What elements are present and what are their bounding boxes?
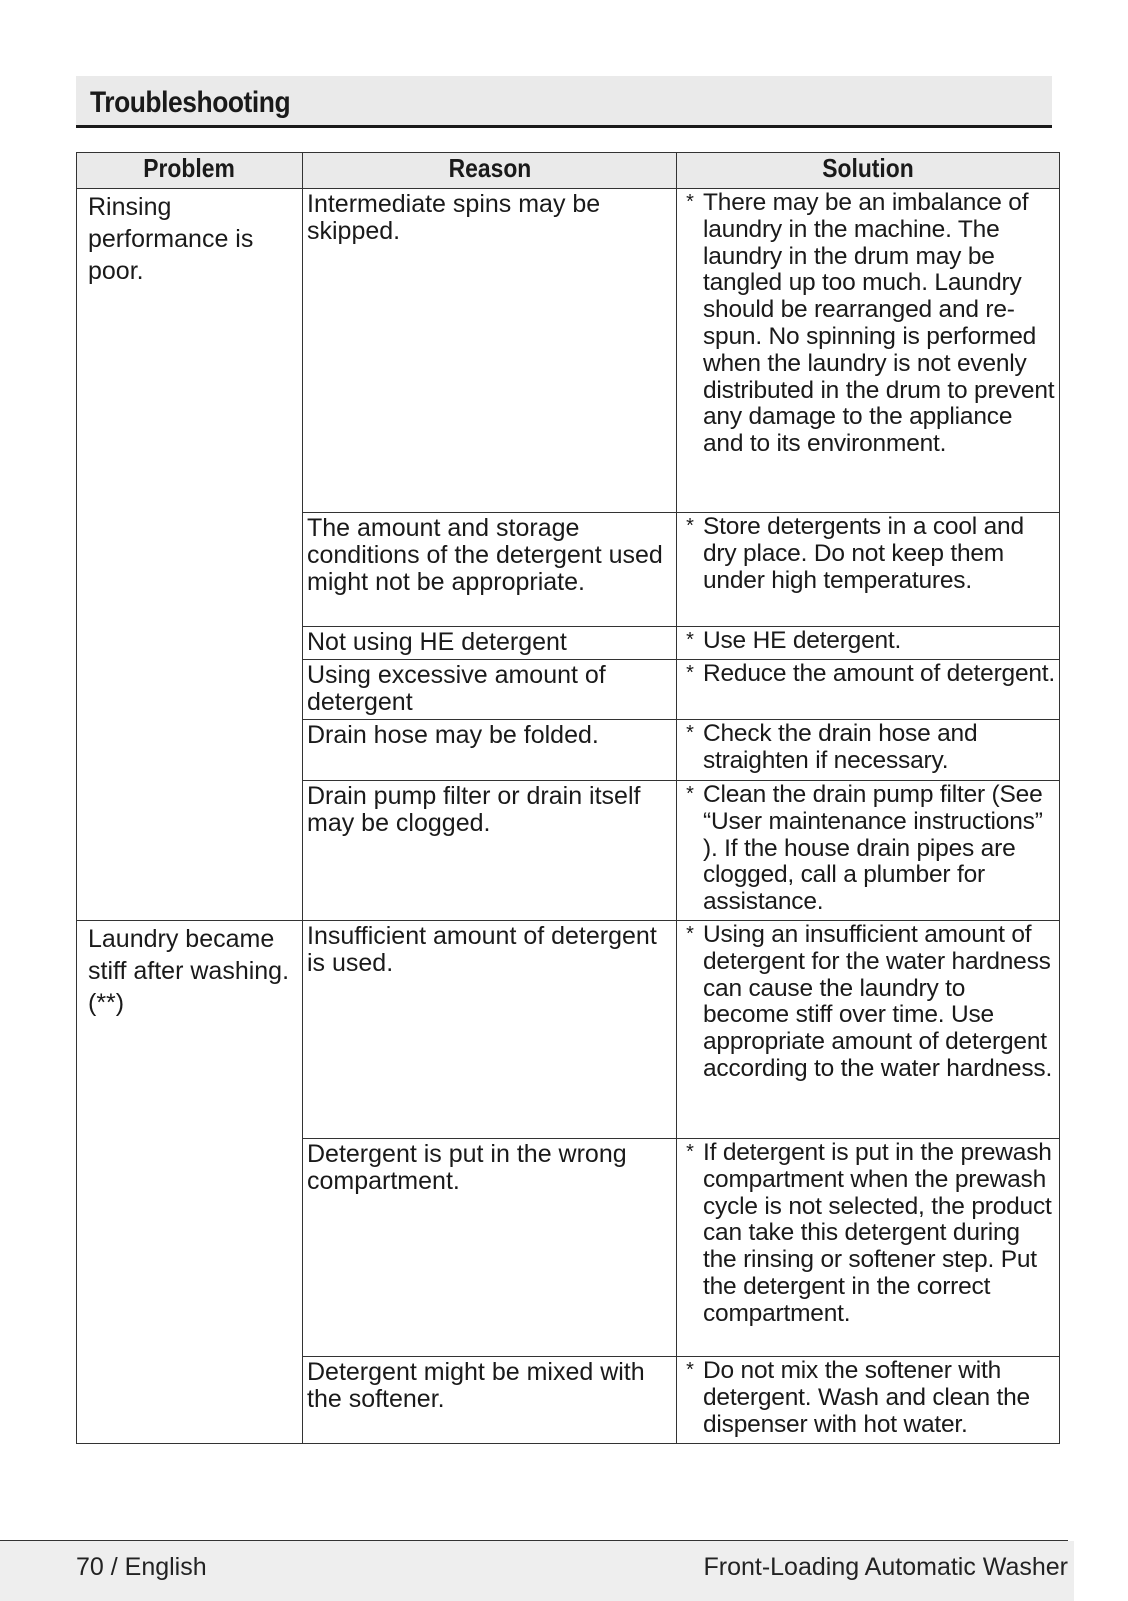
reason-cell: Using excessive amount of detergent [303,660,677,720]
solution-cell [677,781,1060,921]
solution-cell [677,189,1060,513]
column-header-problem: Problem [77,153,303,189]
bullet: * [686,629,694,651]
reason-cell: Detergent is put in the wrong compartment. [303,1139,677,1357]
bullet: * [686,515,694,537]
bullet: * [686,923,694,945]
table-row [77,921,1060,1139]
reason-cell: Intermediate spins may be skipped. [303,189,677,513]
solution-text: Check the drain hose and straighten if necessary. [703,720,978,774]
reason-cell: The amount and storage conditions of the detergent used might not be appropriate. [303,513,677,627]
column-header-solution: Solution [677,153,1060,189]
solution-text: If detergent is put in the prewash compartment when the prewash cycle is not selected, the product can take this detergent during the rinsing or softener step. Put the detergent in the correct compartment. [703,1139,1052,1327]
solution-cell [677,660,1060,720]
section-title: Troubleshooting [90,86,291,119]
solution-text: Do not mix the softener with detergent. Wash and clean the dispenser with hot water. [703,1357,1030,1438]
bullet: * [686,1141,694,1163]
solution-text: Reduce the amount of detergent. [703,660,1056,687]
bullet: * [686,722,694,744]
solution-text: Using an insufficient amount of detergent for the water hardness can cause the laundry to become stiff over time. Use appropriate amount of detergent according to the water hardness. [703,921,1053,1082]
bullet: * [686,1359,694,1381]
solution-cell [677,627,1060,660]
problem-cell: Laundry became stiff after washing. (**) [77,921,303,1444]
solution-text: Store detergents in a cool and dry place. Do not keep them under high temperatures. [703,513,1024,594]
page-number: 70 / English [76,1553,207,1581]
column-header-reason: Reason [303,153,677,189]
solution-text: Clean the drain pump filter (See “User maintenance instructions” ). If the house drain pipes are clogged, call a plumber for assistance. [703,781,1043,916]
reason-cell: Insufficient amount of detergent is used. [303,921,677,1139]
product-name: Front-Loading Automatic Washer [703,1553,1068,1581]
table-row [77,189,1060,513]
solution-cell [677,1139,1060,1357]
solution-cell [677,1357,1060,1444]
bullet: * [686,191,694,213]
solution-text: Use HE detergent. [703,627,902,654]
solution-cell [677,513,1060,627]
bullet: * [686,662,694,684]
solution-cell [677,720,1060,781]
reason-cell: Not using HE detergent [303,627,677,660]
bullet: * [686,783,694,805]
reason-cell: Drain pump filter or drain itself may be clogged. [303,781,677,921]
solution-cell [677,921,1060,1139]
troubleshooting-table [76,152,1060,1444]
solution-text: There may be an imbalance of laundry in the machine. The laundry in the drum may be tangled up too much. Laundry should be rearranged and re-spun. No spinning is performed when the laundry is not evenly distributed in the drum to prevent any damage to the appliance and to its environment. [703,189,1055,458]
reason-cell: Detergent might be mixed with the softener. [303,1357,677,1444]
problem-cell: Rinsing performance is poor. [77,189,303,921]
section-header [76,76,1052,128]
footer-divider [0,1540,1068,1541]
reason-cell: Drain hose may be folded. [303,720,677,781]
table-header-row [77,153,1060,189]
